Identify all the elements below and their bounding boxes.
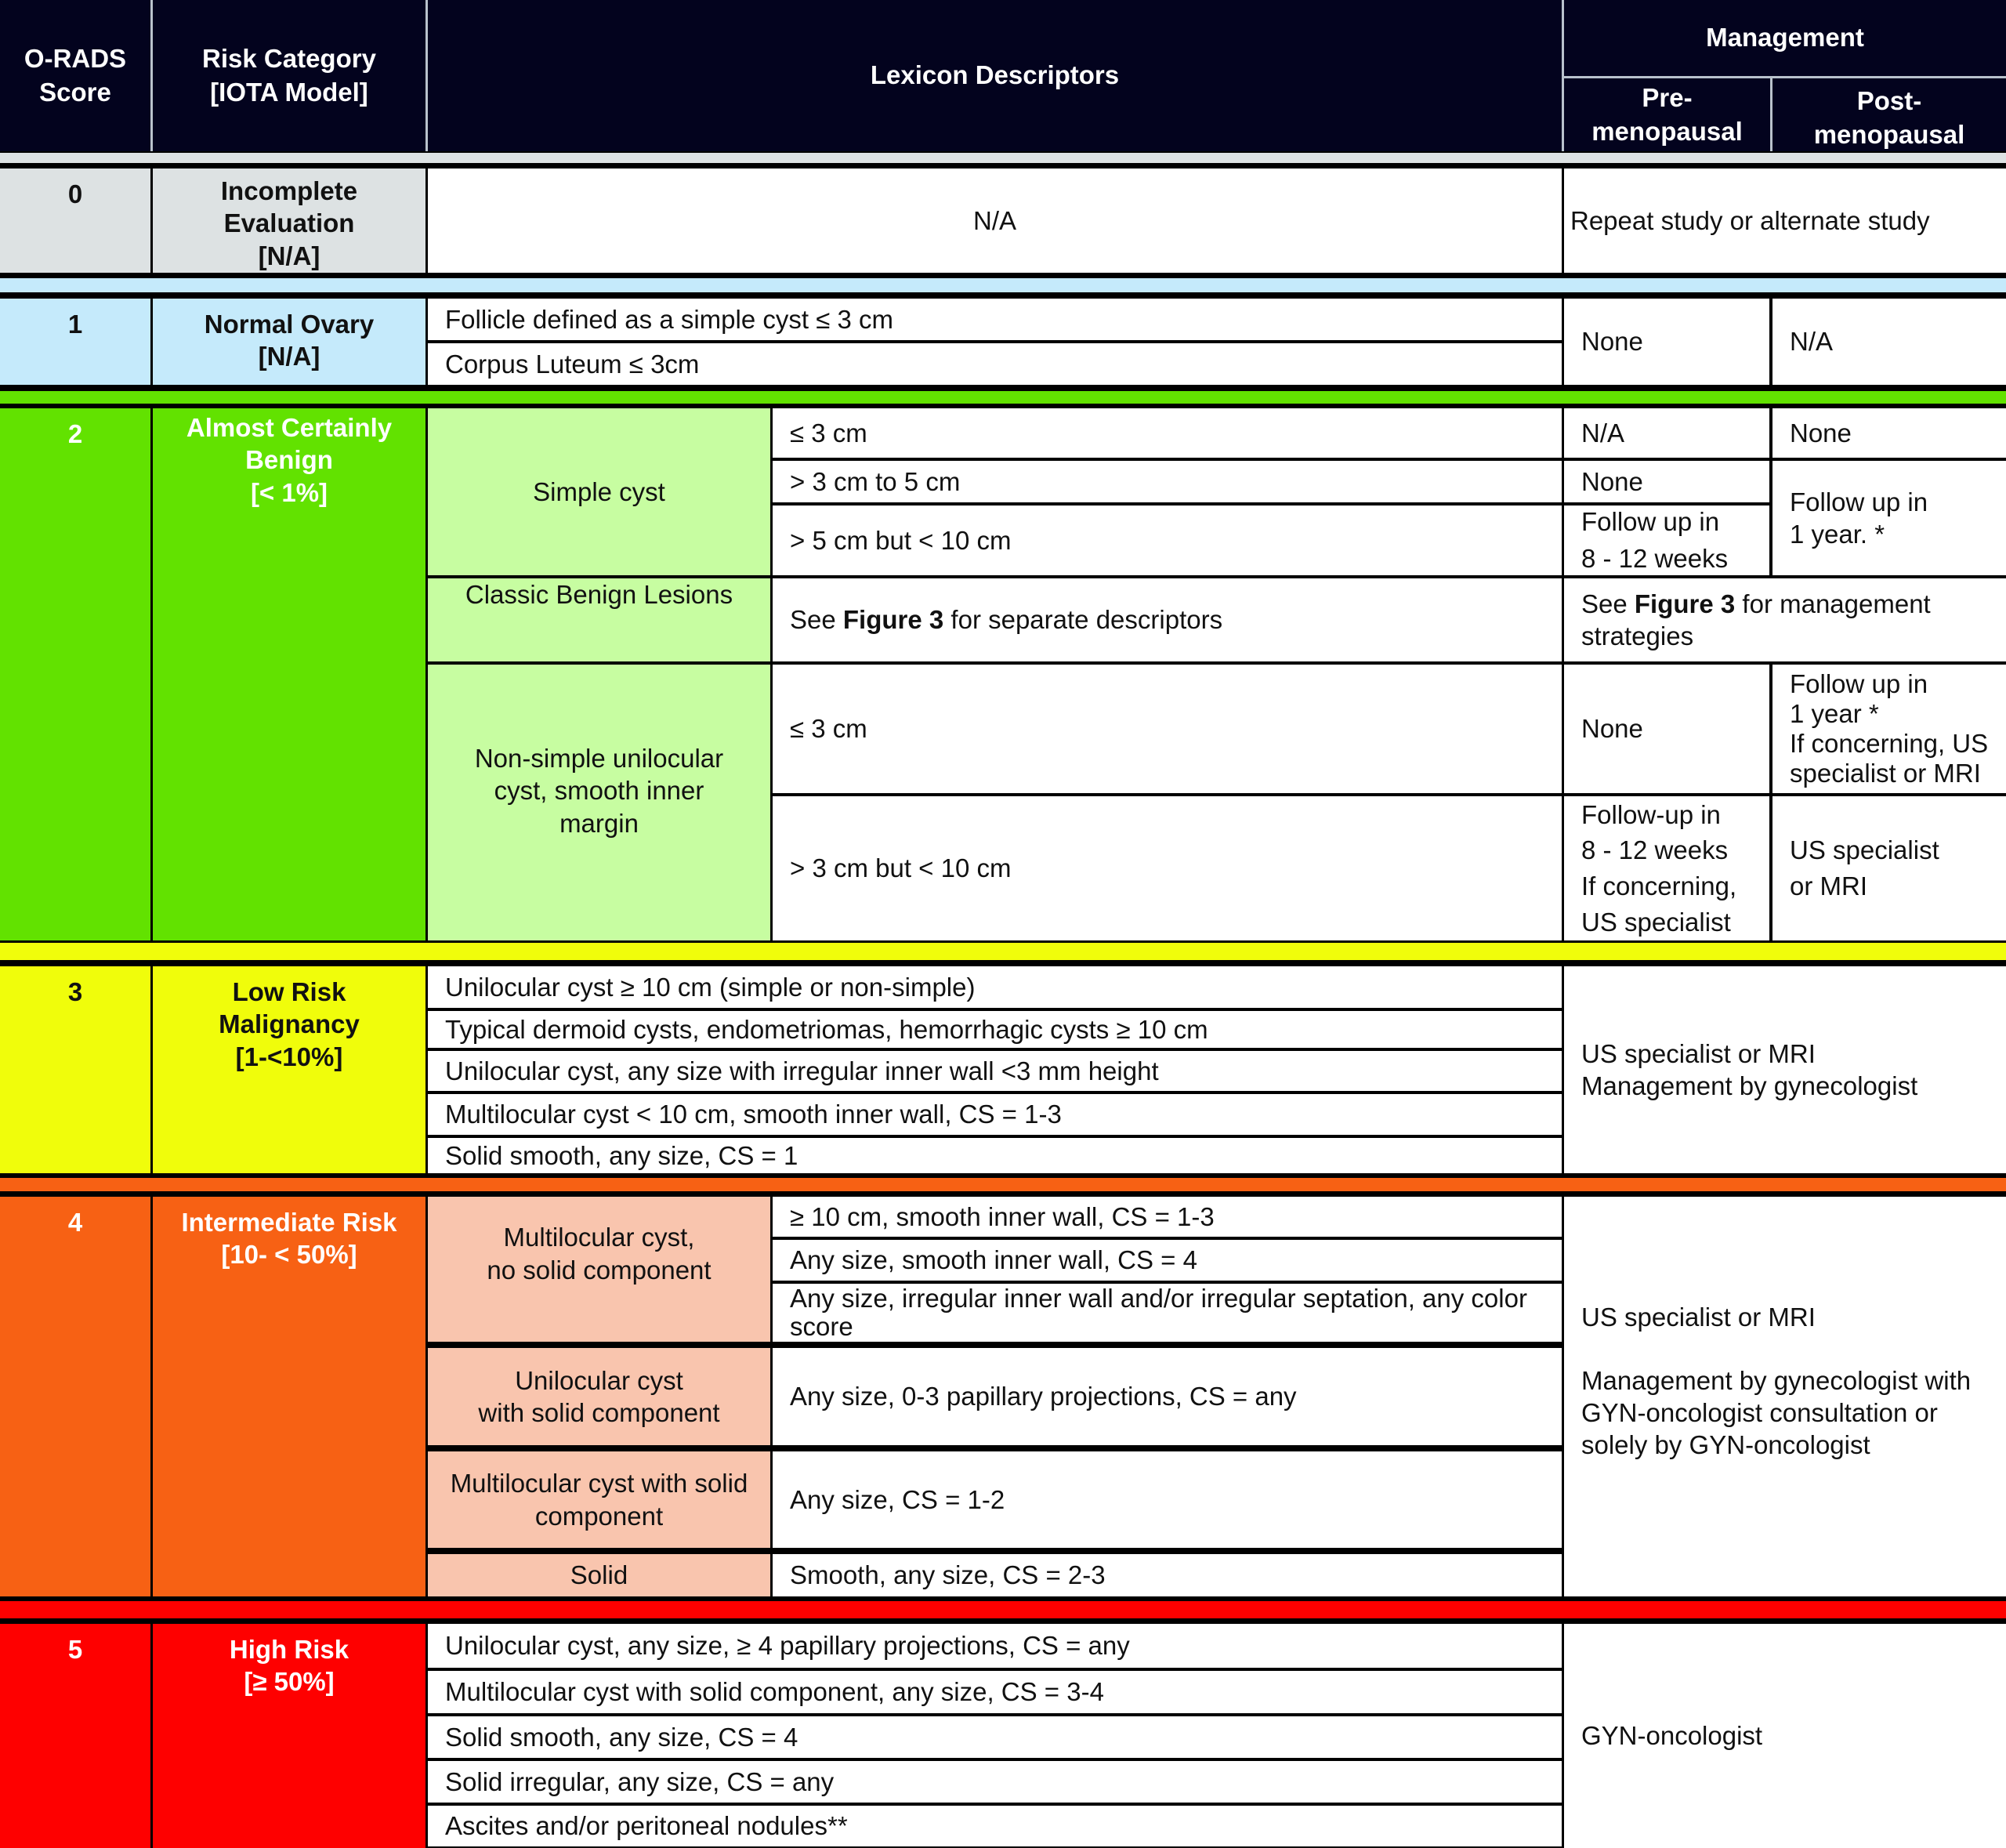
descriptor-5e: Ascites and/or peritoneal nodules** [428, 1806, 1562, 1846]
score-3: 3 [0, 966, 150, 1173]
nonsimple-unilocular-label: Non-simple unilocular cyst, smooth inner margin [428, 665, 770, 940]
descriptor-4b: Any size, smooth inner wall, CS = 4 [773, 1240, 1562, 1281]
descriptor-4f: Smooth, any size, CS = 2-3 [773, 1554, 1562, 1596]
score-5: 5 [0, 1624, 150, 1848]
simple-cyst-pre-2: None [1564, 461, 1769, 502]
risk-category-2: Almost Certainly Benign [< 1%] [153, 408, 425, 940]
simple-cyst-size-2: > 3 cm to 5 cm [773, 461, 1562, 502]
multilocular-solid-label: Multilocular cyst with solid component [428, 1451, 770, 1548]
descriptor-4a: ≥ 10 cm, smooth inner wall, CS = 1-3 [773, 1197, 1562, 1237]
classic-benign-management: See Figure 3 for management strategies [1564, 578, 2006, 661]
band-score-0 [0, 153, 2006, 163]
descriptor-3a: Unilocular cyst ≥ 10 cm (simple or non-simple) [428, 966, 1562, 1008]
descriptor-5a: Unilocular cyst, any size, ≥ 4 papillary projections, CS = any [428, 1624, 1562, 1668]
classic-benign-label: Classic Benign Lesions [428, 578, 770, 661]
pre-management-1: None [1564, 299, 1769, 385]
header-management: Management [1706, 23, 1864, 53]
nonsimple-large-pre: Follow-up in 8 - 12 weeks If concerning, US specialist [1564, 796, 1769, 940]
risk-category-5: High Risk [≥ 50%] [153, 1624, 425, 1848]
score-1: 1 [0, 299, 150, 385]
descriptor-3b: Typical dermoid cysts, endometriomas, hemorrhagic cysts ≥ 10 cm [428, 1011, 1562, 1048]
header-postmenopausal: Post- menopausal [1813, 85, 1965, 149]
band-score-3 [0, 943, 2006, 960]
header-score: O-RADS Score [24, 43, 127, 107]
simple-cyst-pre-3: Follow up in 8 - 12 weeks [1564, 505, 1769, 575]
band-score-1 [0, 278, 2006, 292]
score-4: 4 [0, 1197, 150, 1596]
simple-cyst-size-3: > 5 cm but < 10 cm [773, 505, 1562, 575]
descriptor-4d: Any size, 0-3 papillary projections, CS = any [773, 1348, 1562, 1445]
post-management-1: N/A [1772, 299, 2006, 385]
simple-cyst-size-1: ≤ 3 cm [773, 408, 1562, 458]
simple-cyst-post-2: Follow up in 1 year. * [1772, 461, 2006, 575]
header-risk-category: Risk Category [IOTA Model] [202, 43, 376, 107]
descriptor-5c: Solid smooth, any size, CS = 4 [428, 1716, 1562, 1758]
simple-cyst-pre-1: N/A [1564, 408, 1769, 458]
solid-label: Solid [428, 1554, 770, 1596]
management-0: Repeat study or alternate study [1564, 168, 2006, 273]
descriptor-3d: Multilocular cyst < 10 cm, smooth inner wall, CS = 1-3 [428, 1094, 1562, 1135]
descriptor-3c: Unilocular cyst, any size with irregular inner wall <3 mm height [428, 1051, 1562, 1091]
risk-category-1: Normal Ovary [N/A] [153, 299, 425, 385]
risk-category-4: Intermediate Risk [10- < 50%] [153, 1197, 425, 1596]
nonsimple-size-2: > 3 cm but < 10 cm [773, 796, 1562, 940]
header-lexicon-descriptors: Lexicon Descriptors [870, 60, 1120, 90]
descriptor-4e: Any size, CS = 1-2 [773, 1451, 1562, 1548]
management-5: GYN-oncologist [1564, 1624, 2006, 1848]
header-premenopausal: Pre- menopausal [1591, 82, 1743, 146]
multilocular-no-solid-label: Multilocular cyst, no solid component [428, 1197, 770, 1342]
score-2: 2 [0, 408, 150, 940]
simple-cyst-label: Simple cyst [428, 408, 770, 575]
nonsimple-small-post: Follow up in 1 year * If concerning, US specialist or MRI [1772, 665, 2006, 793]
band-score-4 [0, 1178, 2006, 1191]
management-4: US specialist or MRI Management by gynecologist with GYN-oncologist consultation or solely by GYN-oncologist [1564, 1197, 2006, 1596]
nonsimple-small-pre: None [1564, 665, 1769, 793]
band-score-5 [0, 1601, 2006, 1618]
nonsimple-size-1: ≤ 3 cm [773, 665, 1562, 793]
descriptor-5d: Solid irregular, any size, CS = any [428, 1761, 1562, 1803]
descriptor-4c: Any size, irregular inner wall and/or irregular septation, any color score [773, 1284, 1562, 1342]
unilocular-solid-label: Unilocular cyst with solid component [428, 1348, 770, 1445]
nonsimple-large-post: US specialist or MRI [1772, 796, 2006, 940]
descriptor-1b: Corpus Luteum ≤ 3cm [428, 343, 1562, 385]
risk-category-0: Incomplete Evaluation [N/A] [153, 168, 425, 273]
band-score-2 [0, 391, 2006, 404]
classic-benign-descriptor: See Figure 3 for separate descriptors [773, 578, 1562, 661]
simple-cyst-post-1: None [1772, 408, 2006, 458]
lexicon-0: N/A [428, 168, 1562, 273]
descriptor-1a: Follicle defined as a simple cyst ≤ 3 cm [428, 299, 1562, 340]
risk-category-3: Low Risk Malignancy [1-<10%] [153, 966, 425, 1173]
descriptor-5b: Multilocular cyst with solid component, any size, CS = 3-4 [428, 1671, 1562, 1713]
descriptor-3e: Solid smooth, any size, CS = 1 [428, 1138, 1562, 1173]
score-0: 0 [0, 168, 150, 273]
management-3: US specialist or MRI Management by gynecologist [1564, 966, 2006, 1173]
